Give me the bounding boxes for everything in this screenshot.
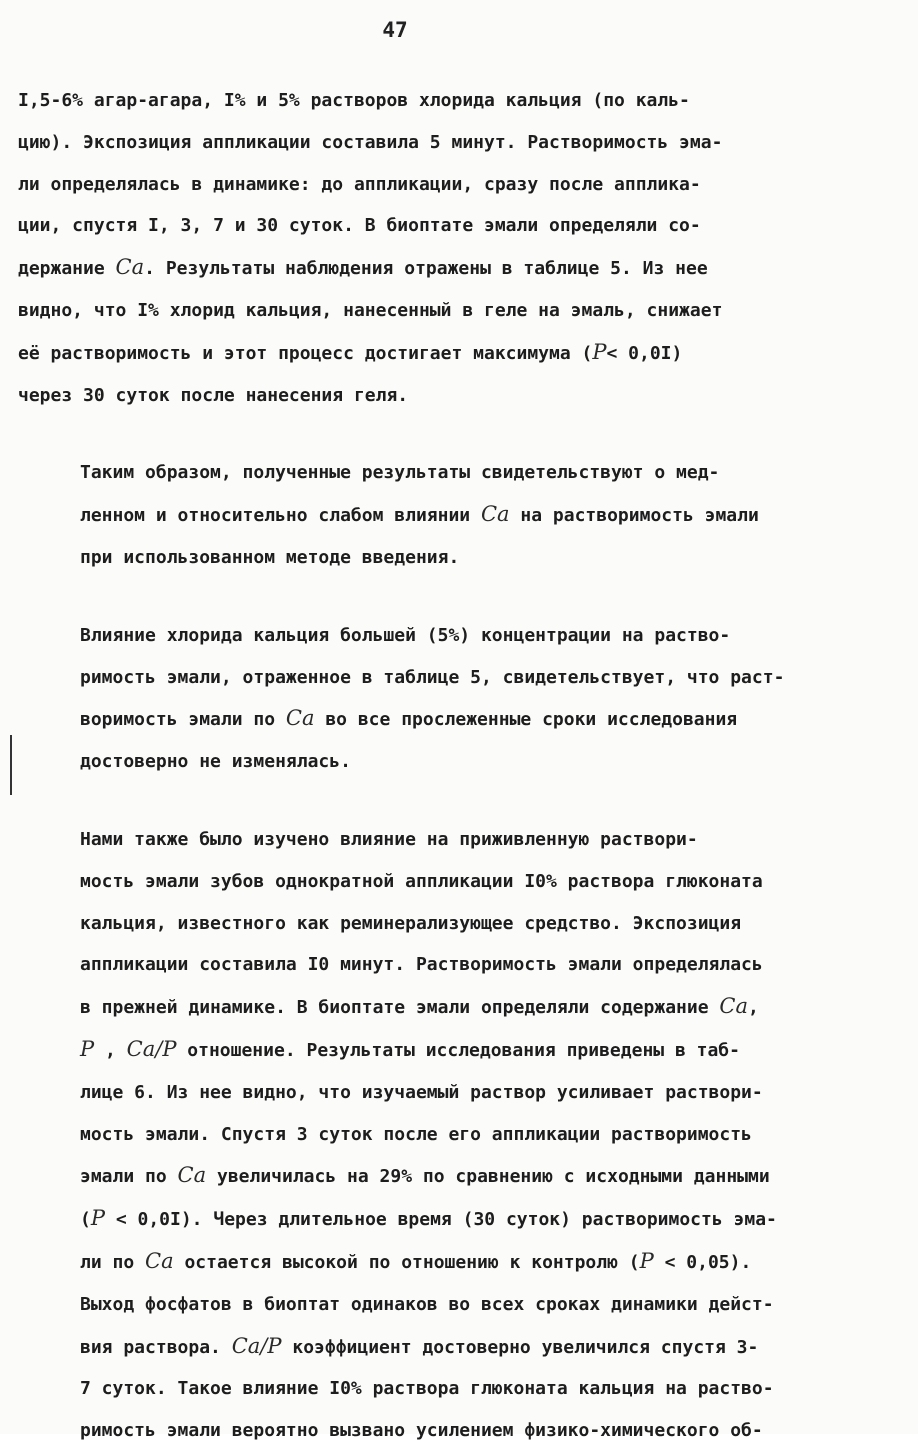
text-line: вия раствора. Ca/P коэффициент достоверно увеличился спустя 3- (80, 1333, 759, 1358)
text-line: (P < 0,0I). Через длительное время (30 суток) растворимость эма- (80, 1206, 777, 1231)
text-line: видно, что I% хлорид кальция, нанесенный в геле на эмаль, снижает (18, 299, 723, 321)
text-line: римость эмали, отраженное в таблице 5, свидетельствует, что раст- (80, 666, 785, 688)
text-line: P , Ca/P отношение. Результаты исследования приведены в таб- (80, 1036, 740, 1061)
text-line: I,5-6% агар-агара, I% и 5% растворов хлорида кальция (по каль- (18, 90, 690, 111)
text-line: через 30 суток после нанесения геля. (18, 384, 409, 406)
text-line: эмали по Ca увеличилась на 29% по сравнению с исходными данными (80, 1163, 770, 1188)
text-line: мость эмали зубов однократной аппликации I0% раствора глюконата (80, 870, 763, 892)
text-line: аппликации составила I0 минут. Растворимость эмали определялась (80, 954, 763, 976)
text-line: ли по Ca остается высокой по отношению к контролю (P < 0,05). (80, 1248, 752, 1273)
paragraph (18, 615, 878, 783)
text-line: ли определялась в динамике: до аппликации, сразу после апплика- (18, 173, 701, 195)
text-line: мость эмали. Спустя 3 суток после его аппликации растворимость (80, 1123, 752, 1145)
text-line: ции, спустя I, 3, 7 и 30 суток. В биоптате эмали определяли со- (18, 215, 701, 237)
text-line: ленном и относительно слабом влиянии Ca на растворимость эмали (80, 502, 759, 527)
text-line: лице 6. Из нее видно, что изучаемый раствор усиливает раствори- (80, 1081, 763, 1103)
text-line: 7 суток. Такое влияние I0% раствора глюконата кальция на раство- (80, 1378, 774, 1400)
paragraph (18, 819, 878, 1452)
paragraph (18, 452, 878, 578)
text-line: Выход фосфатов в биоптат одинаков во всех сроках динамики дейст- (80, 1293, 774, 1315)
paragraph (18, 80, 878, 416)
text-line: достоверно не изменялась. (80, 751, 351, 773)
text-line: её растворимость и этот процесс достигает максимума (P< 0,0I) (18, 339, 683, 364)
text-line: римость эмали вероятно вызвано усилением физико-химического об- (80, 1420, 763, 1442)
text-line: в прежней динамике. В биоптате эмали определяли содержание Ca, (80, 994, 759, 1019)
page-number: 47 (382, 18, 408, 42)
text-line: воримость эмали по Ca во все прослеженные сроки исследования (80, 706, 738, 731)
body-text (18, 80, 878, 1452)
text-line: кальция, известного как реминерализующее средство. Экспозиция (80, 912, 742, 934)
text-line: при использованном методе введения. (80, 546, 460, 568)
text-line: Нами также было изучено влияние на приживленную раствори- (80, 828, 698, 850)
text-line: Таким образом, полученные результаты свидетельствуют о мед- (80, 462, 720, 484)
text-line: Влияние хлорида кальция большей (5%) концентрации на раство- (80, 624, 731, 646)
text-line: цию). Экспозиция аппликации составила 5 минут. Растворимость эма- (18, 131, 723, 153)
text-line: держание Ca. Результаты наблюдения отражены в таблице 5. Из нее (18, 255, 708, 280)
margin-mark (10, 735, 12, 795)
